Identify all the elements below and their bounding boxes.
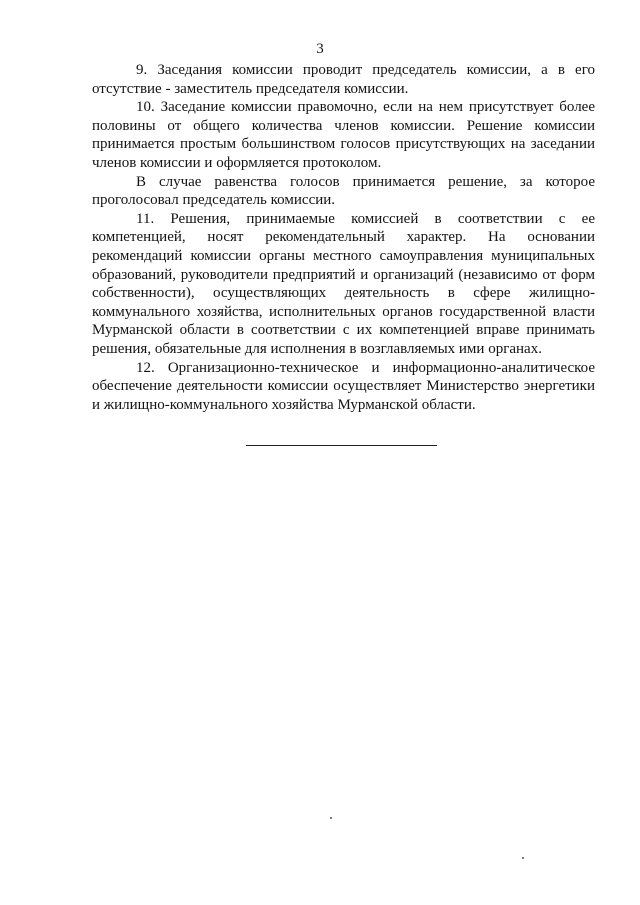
- page-number: 3: [316, 41, 324, 57]
- scan-artifact-dot: [522, 857, 524, 859]
- paragraph-item-12: 12. Организационно-техническое и информационно-аналитическое обеспечение деятельности комиссии осуществляет Министерство энергетики и жилищно-коммунального хозяйства Мурманской области.: [92, 359, 595, 413]
- paragraph-item-9: 9. Заседания комиссии проводит председатель комиссии, а в его отсутствие - заместитель председателя комиссии.: [92, 62, 595, 97]
- document-body: [92, 61, 595, 414]
- scan-artifact-dot: [330, 817, 332, 819]
- paragraph-item-10: 10. Заседание комиссии правомочно, если на нем присутствует более половины от общего количества членов комиссии. Решение комиссии принимается простым большинством голосов присутствующих на заседании членов комиссии и оформляется протоколом.: [92, 99, 595, 171]
- end-of-document-rule: [246, 445, 437, 446]
- paragraph-item-11: 11. Решения, принимаемые комиссией в соответствии с ее компетенцией, носят рекомендательный характер. На основании рекомендаций комиссии органы местного самоуправления муниципальных образований, руководители предприятий и организаций (независимо от форм собственности), осуществляющих деятельность в сфере жилищно-коммунального хозяйства, исполнительных органов государственной власти Мурманской области в соответствии с их компетенцией вправе принимать решения, обязательные для исполнения в возглавляемых ими органах.: [92, 210, 595, 357]
- paragraph-tie-vote: В случае равенства голосов принимается решение, за которое проголосовал председатель комиссии.: [92, 173, 595, 209]
